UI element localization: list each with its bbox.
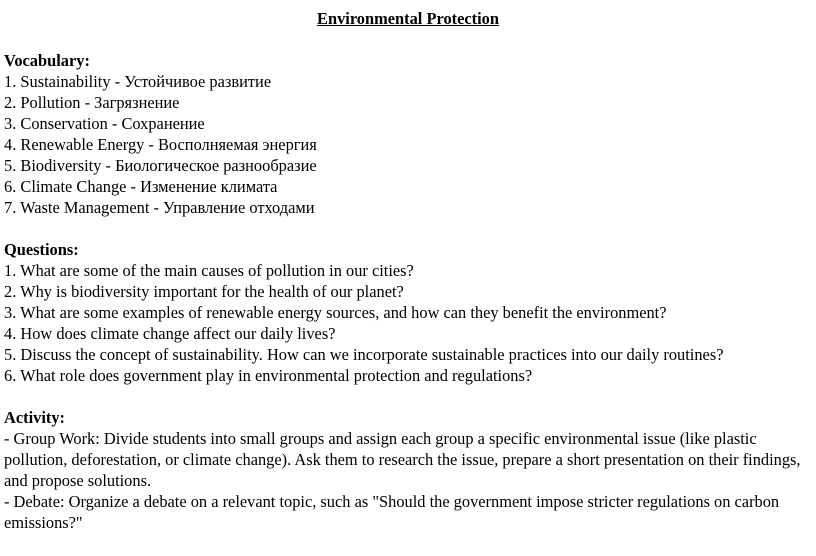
activity-section [4,407,812,533]
vocabulary-item: 3. Conservation - Сохранение [4,114,205,133]
question-item: 1. What are some of the main causes of pollution in our cities? [4,261,414,280]
section-spacer [4,218,812,239]
vocabulary-item: 6. Climate Change - Изменение климата [4,177,278,196]
activity-heading: Activity: [4,408,65,427]
questions-heading: Questions: [4,240,79,259]
vocabulary-list [4,71,812,218]
question-item: 2. Why is biodiversity important for the health of our planet? [4,282,404,301]
vocabulary-item: 4. Renewable Energy - Восполняемая энергия [4,135,317,154]
question-item: 4. How does climate change affect our daily lives? [4,324,336,343]
activity-item: - Group Work: Divide students into small groups and assign each group a specific environmental issue (like plastic pollution, deforestation, or climate change). Ask them to research the issue, prepare a short presentation on their findings, and propose solutions. [4,429,801,490]
question-item: 6. What role does government play in environmental protection and regulations? [4,366,533,385]
section-spacer [4,386,812,407]
vocabulary-item: 2. Pollution - Загрязнение [4,93,180,112]
question-item: 3. What are some examples of renewable energy sources, and how can they benefit the environment? [4,303,667,322]
vocabulary-item: 7. Waste Management - Управление отходами [4,198,315,217]
vocabulary-item: 5. Biodiversity - Биологическое разнообразие [4,156,317,175]
document-title: Environmental Protection [317,9,499,28]
activity-list [4,428,812,533]
vocabulary-item: 1. Sustainability - Устойчивое развитие [4,72,272,91]
vocabulary-heading: Vocabulary: [4,51,90,70]
question-item: 5. Discuss the concept of sustainability. How can we incorporate sustainable practices into our daily routines? [4,345,724,364]
vocabulary-section [4,50,812,218]
questions-section [4,239,812,386]
activity-item: - Debate: Organize a debate on a relevant topic, such as "Should the government impose stricter regulations on carbon emissions?" [4,492,780,532]
document-page [4,8,812,533]
questions-list [4,260,812,386]
